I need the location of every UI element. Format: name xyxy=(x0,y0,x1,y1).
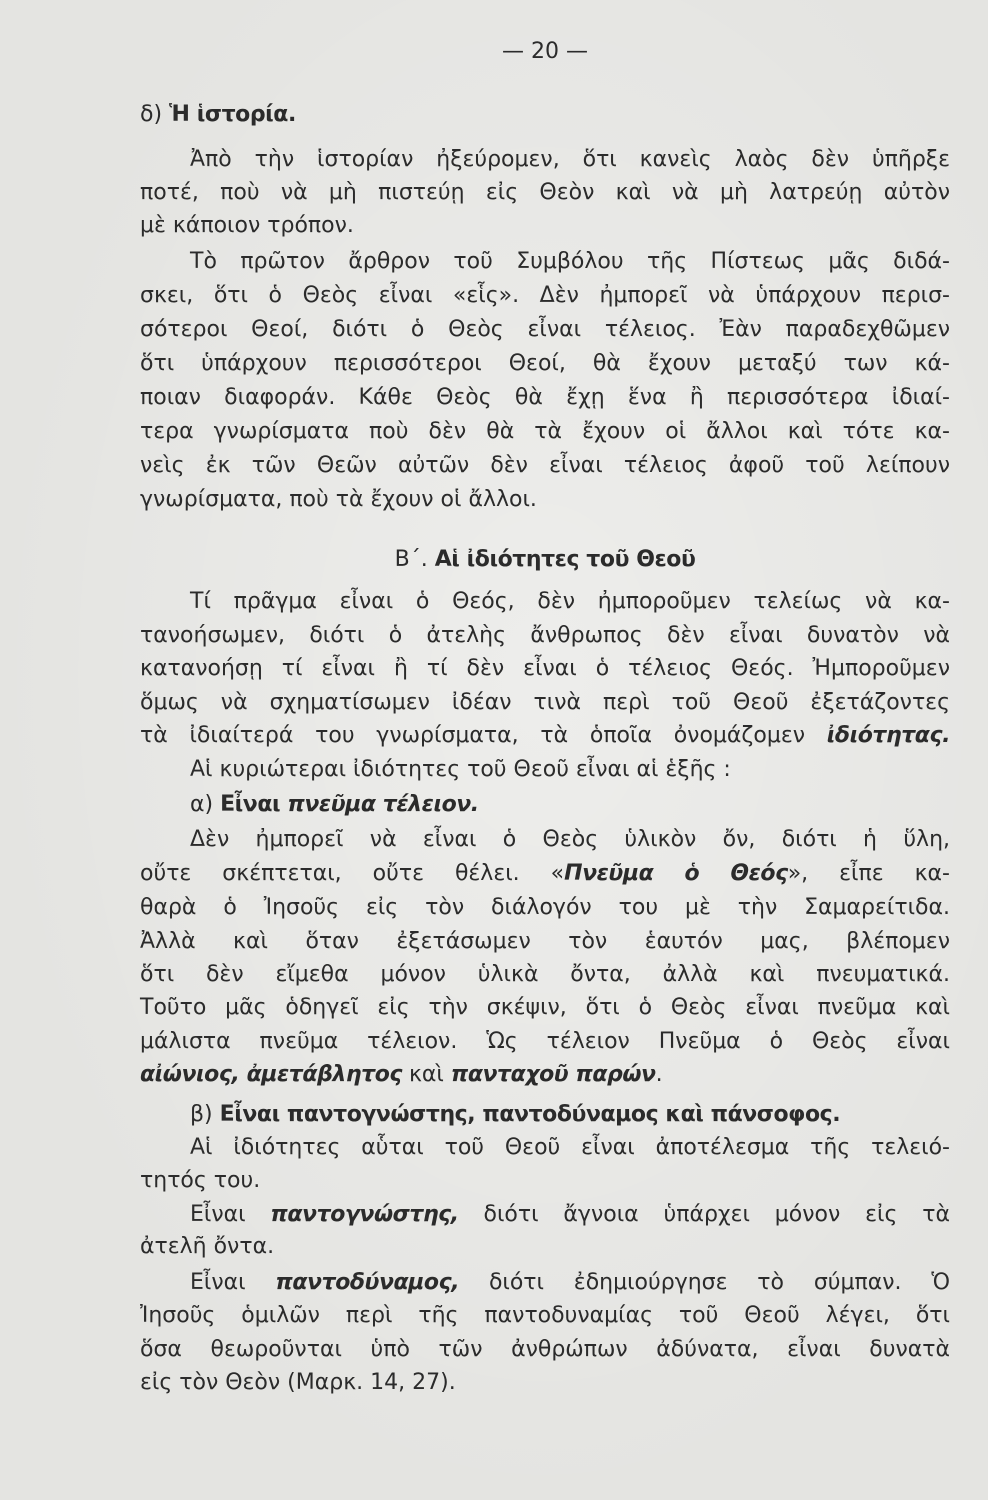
paragraph-line xyxy=(140,857,950,891)
text-span: νεὶς ἐκ τῶν Θεῶν αὐτῶν δὲν εἶναι τέλειος ἀφοῦ τοῦ λείπουν xyxy=(140,453,950,478)
bold-text-span: Εἶναι παντογνώστης, παντοδύναμος καὶ πάνσοφος. xyxy=(219,1102,841,1127)
text-span: μὲ κάποιον τρόπον. xyxy=(140,213,354,238)
bold-italic-text-span: ἰδιότητας. xyxy=(826,723,950,748)
text-span: σότεροι Θεοί, διότι ὁ Θεὸς εἶναι τέλειος. Ἐὰν παραδεχθῶμεν xyxy=(140,317,950,342)
bold-italic-text-span: παντογνώστης, xyxy=(270,1202,459,1227)
paragraph-line xyxy=(140,1299,950,1333)
text-span: β) xyxy=(190,1102,220,1127)
paragraph-line xyxy=(190,585,950,619)
paragraph-line xyxy=(140,891,950,925)
text-span: ποτέ, ποὺ νὰ μὴ πιστεύῃ εἰς Θεὸν καὶ νὰ μὴ λατρεύῃ αὐτὸν xyxy=(140,180,950,205)
paragraph-line xyxy=(190,823,950,857)
paragraph-line xyxy=(140,279,950,313)
property-heading-b xyxy=(190,1098,950,1132)
paragraph-line xyxy=(140,381,950,415)
text-span: », εἶπε κα- xyxy=(787,861,950,886)
section-heading-d xyxy=(140,98,950,132)
text-span: . xyxy=(655,1062,663,1087)
bold-text-span: Ἡ ἱστορία. xyxy=(169,102,296,127)
bold-italic-text-span: πνεῦμα τέλειον. xyxy=(287,792,479,817)
text-span: οὔτε σκέπτεται, οὔτε θέλει. « xyxy=(140,861,565,886)
paragraph-line xyxy=(140,1058,950,1092)
paragraph-line xyxy=(190,1266,950,1300)
text-span: δ) xyxy=(140,102,170,127)
text-span: Τὸ πρῶτον ἄρθρον τοῦ Συμβόλου τῆς Πίστεως μᾶς διδά- xyxy=(190,249,950,274)
paragraph-line xyxy=(140,925,950,959)
text-span: καὶ xyxy=(401,1062,451,1087)
text-span: Αἱ ἰδιότητες αὗται τοῦ Θεοῦ εἶναι ἀποτέλεσμα τῆς τελειό- xyxy=(190,1135,950,1160)
paragraph-line xyxy=(140,619,950,653)
paragraph-line xyxy=(140,1164,950,1198)
paragraph-line xyxy=(140,176,950,210)
text-span: ποιαν διαφοράν. Κάθε Θεὸς θὰ ἔχῃ ἕνα ἢ περισσότερα ἰδιαί- xyxy=(140,385,950,410)
paragraph-line xyxy=(140,719,950,753)
text-span: Αἱ κυριώτεραι ἰδιότητες τοῦ Θεοῦ εἶναι αἱ ἑξῆς : xyxy=(190,757,731,782)
paragraph-line xyxy=(140,1230,950,1264)
paragraph-line xyxy=(140,686,950,720)
text-span: εἰς τὸν Θεὸν (Μαρκ. 14, 27). xyxy=(140,1370,456,1395)
bold-text-span: Εἶναι xyxy=(220,792,288,817)
text-span: διότι ἄγνοια ὑπάρχει μόνον εἰς τὰ xyxy=(458,1202,950,1227)
text-span: ὅσα θεωροῦνται ὑπὸ τῶν ἀνθρώπων ἀδύνατα, εἶναι δυνατὰ xyxy=(140,1337,950,1362)
paragraph-line xyxy=(140,347,950,381)
text-span: σκει, ὅτι ὁ Θεὸς εἶναι «εἷς». Δὲν ἠμπορεῖ νὰ ὑπάρχουν περισ- xyxy=(140,283,950,308)
paragraph-line xyxy=(140,958,950,992)
text-span: ἀτελῆ ὄντα. xyxy=(140,1234,275,1259)
paragraph-line xyxy=(190,245,950,279)
text-span: Τοῦτο μᾶς ὁδηγεῖ εἰς τὴν σκέψιν, ὅτι ὁ Θεὸς εἶναι πνεῦμα καὶ xyxy=(140,995,950,1020)
property-heading-a xyxy=(190,788,950,822)
paragraph-line xyxy=(140,1333,950,1367)
paragraph-line xyxy=(140,415,950,449)
text-span: Τί πρᾶγμα εἶναι ὁ Θεός, δὲν ἠμποροῦμεν τελείως νὰ κα- xyxy=(190,589,950,614)
text-span: Δὲν ἠμπορεῖ νὰ εἶναι ὁ Θεὸς ὑλικὸν ὄν, διότι ἡ ὕλη, xyxy=(190,827,950,852)
paragraph-line xyxy=(190,143,950,177)
text-span: τητός του. xyxy=(140,1168,261,1193)
text-span: τερα γνωρίσματα ποὺ δὲν θὰ τὰ ἔχουν οἱ ἄλλοι καὶ τότε κα- xyxy=(140,419,950,444)
text-span: γνωρίσματα, ποὺ τὰ ἔχουν οἱ ἄλλοι. xyxy=(140,487,537,512)
text-span: Εἶναι xyxy=(190,1270,276,1295)
paragraph-line xyxy=(190,753,950,787)
text-span: ὅτι ὑπάρχουν περισσότεροι Θεοί, θὰ ἔχουν μεταξύ των κά- xyxy=(140,351,950,376)
text-span: θαρὰ ὁ Ἰησοῦς εἰς τὸν διάλογόν του μὲ τὴν Σαμαρείτιδα. xyxy=(140,895,950,920)
bold-italic-text-span: πανταχοῦ παρών xyxy=(450,1062,656,1087)
bold-italic-text-span: παντοδύναμος, xyxy=(275,1270,460,1295)
bold-italic-text-span: αἰώνιος, ἀμετάβλητος xyxy=(140,1062,402,1087)
section-heading-b xyxy=(140,543,950,577)
paragraph-line xyxy=(140,209,950,243)
text-span: ὅτι δὲν εἴμεθα μόνον ὑλικὰ ὄντα, ἀλλὰ καὶ πνευματικά. xyxy=(140,962,950,987)
paragraph-line xyxy=(140,483,950,517)
text-span: τὰ ἰδιαίτερά του γνωρίσματα, τὰ ὁποῖα ὀνομάζομεν xyxy=(140,723,827,748)
paragraph-line xyxy=(190,1198,950,1232)
paragraph-line xyxy=(190,1131,950,1165)
paragraph-line xyxy=(140,991,950,1025)
paragraph-line xyxy=(140,449,950,483)
paragraph-line xyxy=(140,652,950,686)
paragraph-line xyxy=(140,1366,950,1400)
text-span: μάλιστα πνεῦμα τέλειον. Ὡς τέλειον Πνεῦμα ὁ Θεὸς εἶναι xyxy=(140,1029,950,1054)
text-span: διότι ἐδημιούργησε τὸ σύμπαν. Ὁ xyxy=(459,1270,950,1295)
page-number: — 20 — xyxy=(502,39,588,64)
bold-italic-text-span: Πνεῦμα ὁ Θεός xyxy=(564,861,788,886)
text-span: κατανοήσῃ τί εἶναι ἢ τί δὲν εἶναι ὁ τέλειος Θεός. Ἠμποροῦμεν xyxy=(140,656,950,681)
bold-text-span: Αἱ ἰδιότητες τοῦ Θεοῦ xyxy=(434,547,696,572)
text-span: α) xyxy=(190,792,221,817)
text-span: Ἀπὸ τὴν ἱστορίαν ἠξεύρομεν, ὅτι κανεὶς λαὸς δὲν ὑπῆρξε xyxy=(190,147,950,172)
text-span: Β΄. xyxy=(394,547,435,572)
text-span: Ἀλλὰ καὶ ὅταν ἐξετάσωμεν τὸν ἑαυτόν μας, βλέπομεν xyxy=(140,929,950,954)
text-span: Εἶναι xyxy=(190,1202,271,1227)
text-span: Ἰησοῦς ὁμιλῶν περὶ τῆς παντοδυναμίας τοῦ Θεοῦ λέγει, ὅτι xyxy=(140,1303,950,1328)
paragraph-line xyxy=(140,1025,950,1059)
text-span: τανοήσωμεν, διότι ὁ ἀτελὴς ἄνθρωπος δὲν εἶναι δυνατὸν νὰ xyxy=(140,623,950,648)
paragraph-line xyxy=(140,313,950,347)
text-span: ὅμως νὰ σχηματίσωμεν ἰδέαν τινὰ περὶ τοῦ Θεοῦ ἐξετάζοντες xyxy=(140,690,950,715)
